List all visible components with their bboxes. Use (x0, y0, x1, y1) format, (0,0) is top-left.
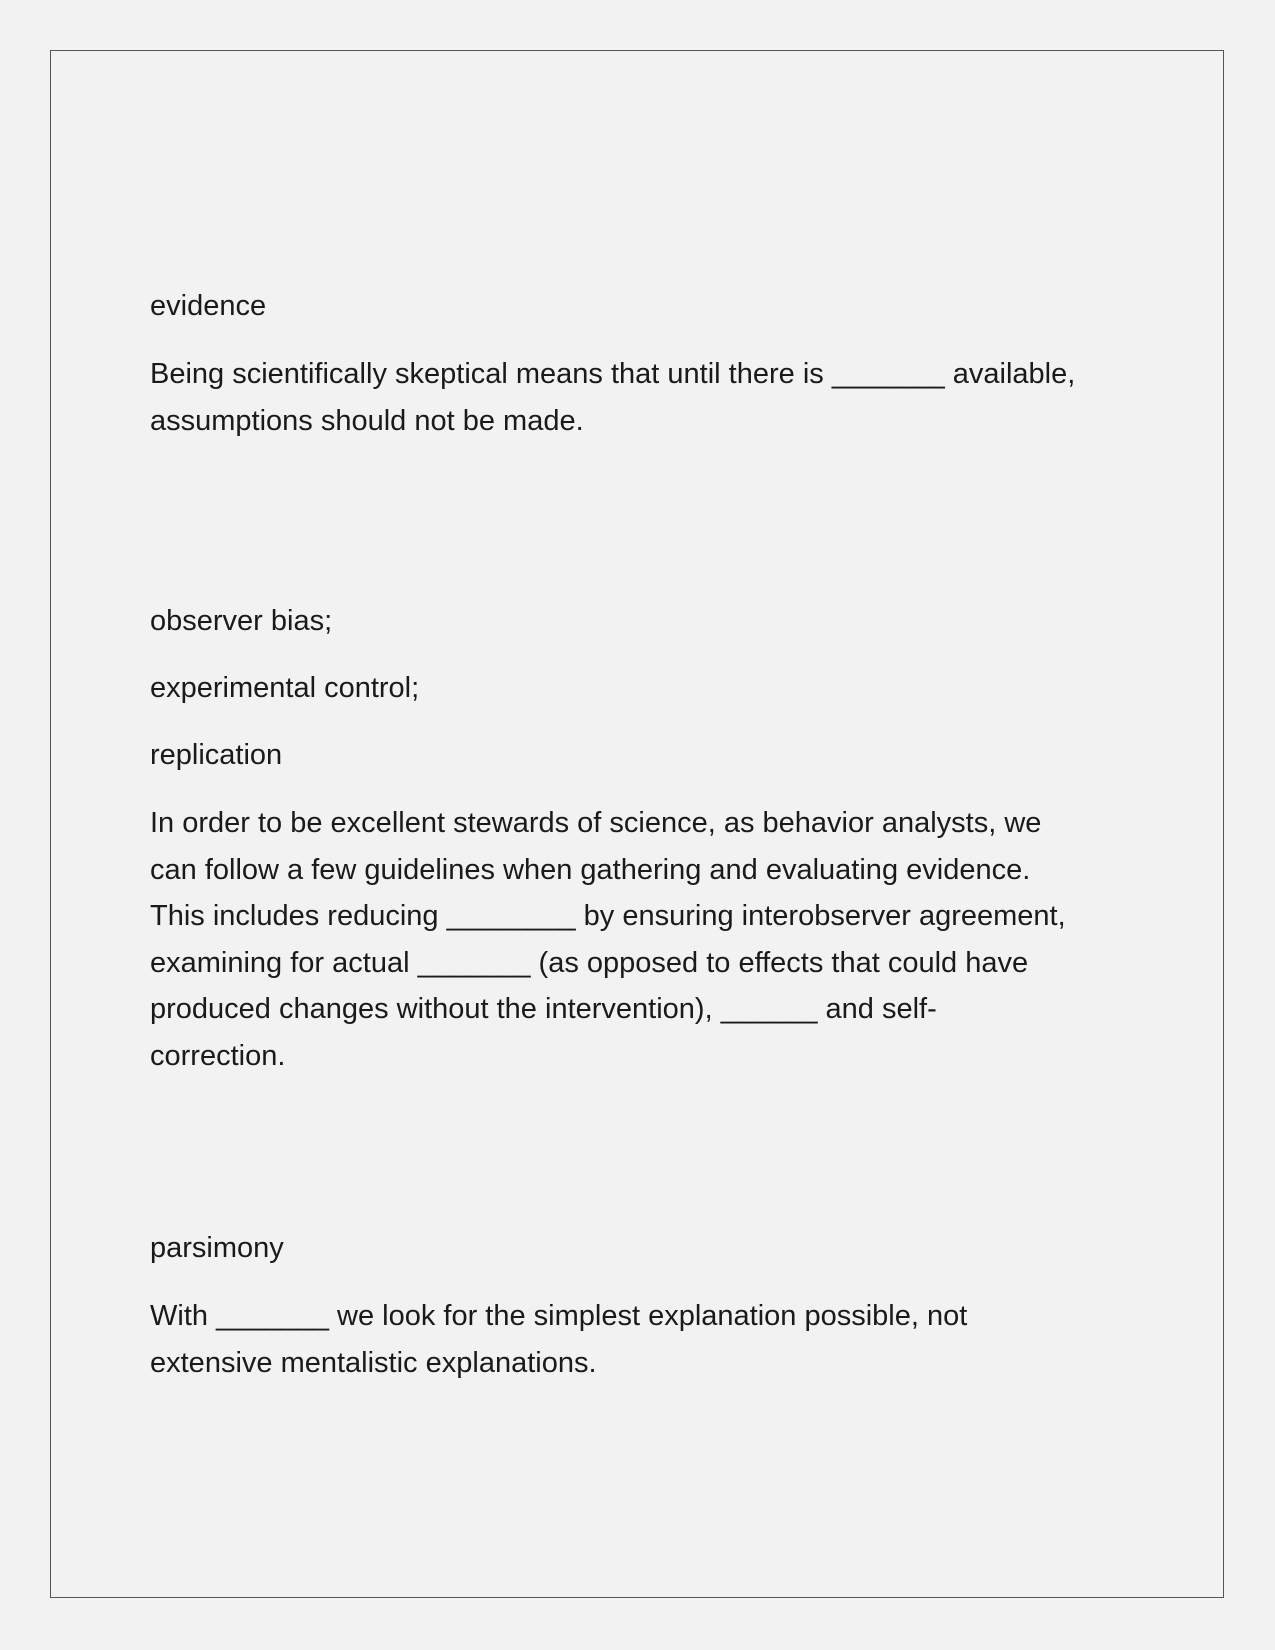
question-line: can follow a few guidelines when gathering and evaluating evidence. (150, 853, 1031, 886)
answer-text: observer bias; (150, 605, 333, 637)
question-line: examining for actual _______ (as opposed to effects that could have (150, 946, 1029, 979)
question-line: produced changes without the intervention), ______ and self- (150, 993, 937, 1025)
question-line: In order to be excellent stewards of science, as behavior analysts, we (150, 807, 1042, 839)
answer-text: replication (150, 739, 283, 771)
question-text (150, 1293, 1140, 1386)
question-line: With _______ we look for the simplest explanation possible, not (150, 1300, 968, 1332)
answer-text: parsimony (150, 1232, 284, 1264)
question-line: correction. (150, 1039, 286, 1072)
question-line: Being scientifically skeptical means that until there is _______ available, (150, 358, 1076, 390)
flashcard-1 (150, 283, 1140, 444)
question-text (150, 351, 1140, 444)
flashcard-3 (150, 1225, 1140, 1386)
question-line: extensive mentalistic explanations. (150, 1346, 597, 1379)
question-line: assumptions should not be made. (150, 404, 584, 437)
flashcard-2 (150, 598, 1140, 1079)
answer-text: evidence (150, 290, 267, 322)
answer-text: experimental control; (150, 672, 420, 704)
question-text (150, 800, 1140, 1079)
question-line: This includes reducing ________ by ensuring interobserver agreement, (150, 900, 1066, 932)
